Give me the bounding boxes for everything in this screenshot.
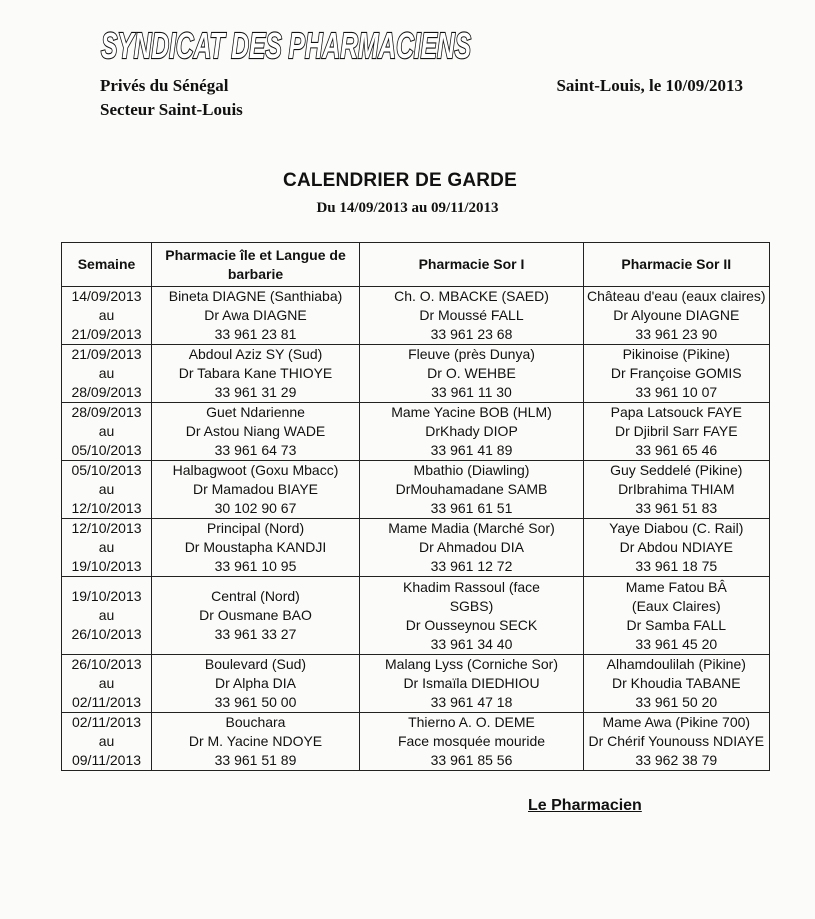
cell-line: au	[98, 607, 115, 623]
cell-line: DrKhady DIOP	[425, 423, 518, 439]
pharmacy-cell	[584, 287, 770, 345]
cell-line: Dr Samba FALL	[626, 616, 727, 633]
pharmacy-cell	[360, 461, 584, 519]
cell-line: 02/11/2013	[71, 694, 142, 710]
cell-line: 33 961 33 27	[214, 626, 297, 642]
cell-line: 05/10/2013	[71, 442, 142, 458]
cell-line: au	[98, 675, 115, 691]
cell-line: Dr Alyoune DIAGNE	[613, 307, 740, 323]
cell-line: Central (Nord)	[211, 588, 300, 604]
signature-label: Le Pharmacien	[528, 797, 642, 814]
cell-line: Dr Tabara Kane THIOYE	[178, 365, 333, 381]
pharmacy-cell	[360, 403, 584, 461]
cell-line: 33 961 64 73	[214, 442, 297, 458]
cell-line: 05/10/2013	[71, 462, 142, 478]
header-line-2: Secteur Saint-Louis	[100, 100, 243, 119]
cell-line: 33 961 12 72	[430, 558, 513, 574]
cell-line: Thierno A. O. DEME	[408, 714, 535, 730]
week-cell	[62, 713, 152, 771]
cell-line: Mbathio (Diawling)	[413, 462, 530, 478]
cell-line: au	[98, 539, 115, 555]
cell-line: 33 962 38 79	[635, 752, 718, 768]
week-cell	[62, 403, 152, 461]
cell-line: 33 961 18 75	[635, 558, 718, 574]
cell-line: 33 961 50 20	[635, 694, 718, 710]
pharmacy-cell	[360, 519, 584, 577]
cell-line: 33 961 65 46	[635, 442, 718, 458]
cell-line: Dr Awa DIAGNE	[204, 307, 307, 323]
cell-line: Dr Astou Niang WADE	[185, 423, 326, 439]
cell-line: 02/11/2013	[71, 714, 142, 730]
cell-line: Guet Ndarienne	[206, 404, 305, 420]
cell-line: Château d'eau (eaux claires)	[587, 288, 766, 304]
cell-line: Dr Ahmadou DIA	[418, 539, 525, 555]
cell-line: Dr Moustapha KANDJI	[184, 539, 327, 555]
pharmacy-cell	[360, 655, 584, 713]
pharmacy-cell	[584, 403, 770, 461]
pharmacy-cell	[152, 403, 360, 461]
cell-line: Dr Chérif Younouss NDIAYE	[588, 733, 765, 749]
organization-name: SYNDICAT DES PHARMACIENS	[101, 25, 471, 66]
cell-line: Dr M. Yacine NDOYE	[188, 733, 323, 749]
pharmacy-cell	[152, 519, 360, 577]
cell-line: Dr Khoudia TABANE	[611, 675, 741, 691]
cell-line: au	[98, 365, 115, 381]
cell-line: 28/09/2013	[71, 404, 142, 420]
week-cell	[62, 655, 152, 713]
cell-line: Papa Latsouck FAYE	[610, 404, 742, 420]
pharmacy-cell	[152, 713, 360, 771]
pharmacy-cell	[584, 655, 770, 713]
week-cell	[62, 287, 152, 345]
cell-line: 30 102 90 67	[214, 500, 297, 516]
cell-line: Dr Mamadou BIAYE	[192, 481, 318, 497]
cell-line: Ch. O. MBACKE (SAED)	[394, 288, 549, 304]
cell-line: Pikinoise (Pikine)	[622, 346, 730, 362]
document-title: CALENDRIER DE GARDE	[283, 170, 517, 191]
cell-line: 09/11/2013	[71, 752, 142, 768]
table-row	[62, 403, 770, 461]
cell-line: Dr Moussé FALL	[419, 307, 524, 323]
pharmacy-cell	[360, 287, 584, 345]
pharmacy-cell	[360, 345, 584, 403]
cell-line: 33 961 34 40	[430, 635, 513, 652]
cell-line: Alhamdoulilah (Pikine)	[606, 656, 746, 672]
cell-line: 21/09/2013	[71, 326, 142, 342]
schedule-table	[61, 242, 770, 771]
cell-line: 26/10/2013	[71, 626, 142, 642]
cell-line: 28/09/2013	[71, 384, 142, 400]
column-header: Pharmacie île et Langue de barbarie	[152, 243, 360, 287]
week-cell	[62, 519, 152, 577]
pharmacy-cell	[152, 577, 360, 655]
cell-line: Yaye Diabou (C. Rail)	[609, 520, 744, 536]
pharmacy-cell	[584, 461, 770, 519]
cell-line: 33 961 51 83	[635, 500, 718, 516]
cell-line: 33 961 61 51	[430, 500, 513, 516]
pharmacy-cell	[152, 287, 360, 345]
pharmacy-cell	[360, 577, 584, 655]
pharmacy-cell	[584, 577, 770, 655]
table-header-row	[62, 243, 770, 287]
cell-line: 33 961 23 81	[214, 326, 297, 342]
week-cell	[62, 345, 152, 403]
cell-line: Halbagwoot (Goxu Mbacc)	[172, 462, 339, 478]
cell-line: 12/10/2013	[71, 500, 142, 516]
cell-line: (Eaux Claires)	[631, 597, 721, 614]
cell-line: 33 961 10 95	[214, 558, 297, 574]
cell-line: Bineta DIAGNE (Santhiaba)	[168, 288, 343, 304]
cell-line: DrMouhamadane SAMB	[395, 481, 548, 497]
cell-line: DrIbrahima THIAM	[618, 481, 735, 497]
cell-line: Dr Ousseynou SECK	[405, 616, 538, 633]
cell-line: Mame Yacine BOB (HLM)	[391, 404, 552, 420]
table-row	[62, 577, 770, 655]
cell-line: au	[98, 307, 115, 323]
dateline: Saint-Louis, le 10/09/2013	[556, 76, 743, 95]
table-row	[62, 713, 770, 771]
cell-line: 21/09/2013	[71, 346, 142, 362]
cell-line: 33 961 45 20	[635, 635, 718, 652]
cell-line: 33 961 51 89	[214, 752, 297, 768]
column-header: Pharmacie Sor I	[360, 243, 584, 287]
cell-line: Fleuve (près Dunya)	[408, 346, 535, 362]
cell-line: Malang Lyss (Corniche Sor)	[385, 656, 558, 672]
cell-line: 26/10/2013	[71, 656, 142, 672]
pharmacy-cell	[152, 345, 360, 403]
pharmacy-cell	[584, 345, 770, 403]
table-row	[62, 655, 770, 713]
cell-line: Mame Madia (Marché Sor)	[388, 520, 555, 536]
pharmacy-cell	[360, 713, 584, 771]
cell-line: Guy Seddelé (Pikine)	[610, 462, 743, 478]
pharmacy-cell	[584, 519, 770, 577]
cell-line: 19/10/2013	[71, 588, 142, 604]
cell-line: Dr Ousmane BAO	[199, 607, 312, 623]
cell-line: 19/10/2013	[71, 558, 142, 574]
table-row	[62, 287, 770, 345]
cell-line: 33 961 31 29	[214, 384, 297, 400]
cell-line: Dr Abdou NDIAYE	[619, 539, 733, 555]
cell-line: 33 961 10 07	[635, 384, 718, 400]
cell-line: au	[98, 423, 115, 439]
cell-line: Principal (Nord)	[206, 520, 305, 536]
cell-line: au	[98, 733, 115, 749]
cell-line: 33 961 23 68	[430, 326, 513, 342]
cell-line: 33 961 41 89	[430, 442, 513, 458]
pharmacy-cell	[584, 713, 770, 771]
cell-line: Mame Fatou BÂ	[625, 578, 727, 595]
cell-line: Boulevard (Sud)	[204, 656, 307, 672]
document-subtitle: Du 14/09/2013 au 09/11/2013	[316, 200, 499, 216]
cell-line: 14/09/2013	[71, 288, 142, 304]
table-body	[62, 287, 770, 771]
cell-line: 33 961 47 18	[430, 694, 513, 710]
header-line-1: Privés du Sénégal	[100, 76, 229, 95]
table-row	[62, 519, 770, 577]
pharmacy-cell	[152, 461, 360, 519]
cell-line: Dr Ismaïla DIEDHIOU	[403, 675, 540, 691]
pharmacy-cell	[152, 655, 360, 713]
week-cell	[62, 577, 152, 655]
week-cell	[62, 461, 152, 519]
cell-line: Dr Françoise GOMIS	[610, 365, 742, 381]
cell-line: SGBS)	[449, 597, 494, 614]
table-row	[62, 461, 770, 519]
table-row	[62, 345, 770, 403]
cell-line: 33 961 11 30	[431, 384, 512, 400]
cell-line: Dr Alpha DIA	[215, 675, 296, 691]
column-header: Pharmacie Sor II	[584, 243, 770, 287]
cell-line: Abdoul Aziz SY (Sud)	[188, 346, 323, 362]
cell-line: Dr Djibril Sarr FAYE	[614, 423, 738, 439]
cell-line: 33 961 50 00	[214, 694, 297, 710]
cell-line: 33 961 85 56	[430, 752, 513, 768]
cell-line: Mame Awa (Pikine 700)	[602, 714, 751, 730]
cell-line: Face mosquée mouride	[397, 733, 546, 749]
cell-line: Dr O. WEHBE	[427, 365, 516, 381]
cell-line: Khadim Rassoul (face	[403, 578, 540, 595]
cell-line: Bouchara	[225, 714, 286, 730]
cell-line: 33 961 23 90	[635, 326, 718, 342]
cell-line: 12/10/2013	[71, 520, 142, 536]
cell-line: au	[98, 481, 115, 497]
organization-title	[97, 16, 477, 68]
column-header: Semaine	[62, 243, 152, 287]
